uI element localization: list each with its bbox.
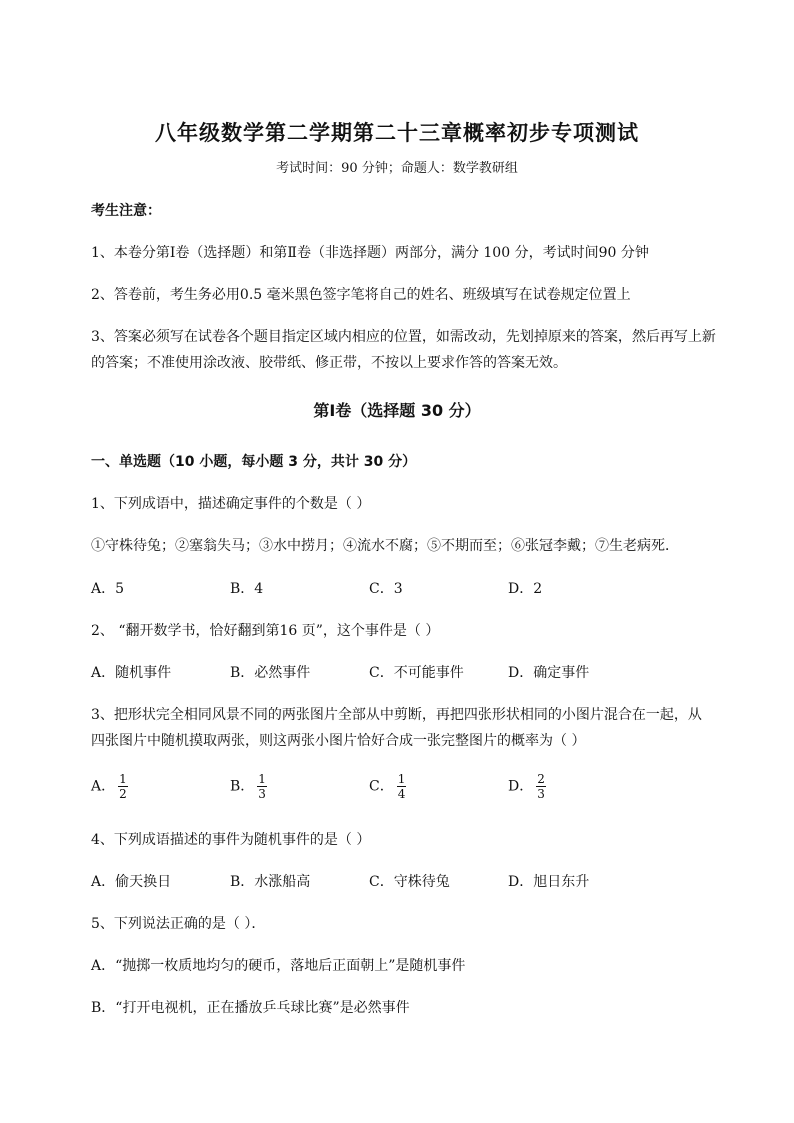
question-4-option-a: A．偷天换日: [91, 874, 172, 890]
numerator: 1: [397, 772, 406, 786]
question-3-option-d: [508, 772, 546, 801]
notice-item-3: 3、答案必须写在试卷各个题目指定区域内相应的位置，如需改动，先划掉原来的答案，然后再写上新: [91, 329, 716, 345]
notice-heading: 考生注意：: [91, 203, 161, 219]
question-1-stem: 1、下列成语中，描述确定事件的个数是（ ）: [91, 496, 371, 512]
question-4-option-b: B．水涨船高: [230, 874, 311, 890]
question-3-stem-cont: 四张图片中随机摸取两张，则这两张小图片恰好合成一张完整图片的概率为（ ）: [91, 733, 586, 749]
question-2-stem: 2、 “翻开数学书，恰好翻到第16 页”，这个事件是（ ）: [91, 623, 440, 639]
page-title: 八年级数学第二学期第二十三章概率初步专项测试: [155, 121, 639, 145]
section-heading: 一、单选题（10 小题，每小题 3 分，共计 30 分）: [91, 454, 417, 470]
numerator: 1: [119, 772, 127, 786]
question-3-option-a: [91, 772, 128, 801]
option-label: A．: [91, 778, 116, 795]
option-label: B．: [230, 778, 255, 795]
question-2-option-c: C．不可能事件: [369, 665, 464, 681]
question-5-stem: 5、下列说法正确的是（ ）．: [91, 916, 266, 932]
fraction: [118, 772, 128, 801]
question-3-option-c: [369, 772, 406, 801]
question-5-option-b: B．“打开电视机，正在播放乒乓球比赛”是必然事件: [91, 1000, 410, 1016]
notice-item-2: 2、答卷前，考生务必用0.5 毫米黑色签字笔将自己的姓名、班级填写在试卷规定位置上: [91, 287, 631, 303]
question-2-option-b: B．必然事件: [230, 665, 311, 681]
question-3-stem: 3、把形状完全相同风景不同的两张图片全部从中剪断，再把四张形状相同的小图片混合在一起，从: [91, 707, 702, 723]
question-3-option-b: [230, 772, 267, 801]
option-label: D．: [508, 778, 534, 795]
question-4-stem: 4、下列成语描述的事件为随机事件的是（ ）: [91, 832, 371, 848]
numerator: 1: [258, 772, 266, 786]
question-4-option-d: D．旭日东升: [508, 874, 590, 890]
denominator: 2: [119, 787, 127, 801]
numerator: 2: [537, 772, 545, 786]
fraction: [257, 772, 267, 801]
exam-info: 考试时间：90 分钟；命题人：数学教研组: [276, 161, 518, 176]
question-1-option-a: A．5: [91, 581, 125, 597]
question-1-option-c: C．3: [369, 581, 403, 597]
question-4-option-c: C．守株待兔: [369, 874, 450, 890]
notice-item-3-cont: 的答案；不准使用涂改液、胶带纸、修正带，不按以上要求作答的答案无效。: [91, 355, 567, 371]
denominator: 3: [537, 787, 545, 801]
question-1-option-b: B．4: [230, 581, 264, 597]
question-5-option-a: A．“抛掷一枚质地均匀的硬币，落地后正面朝上”是随机事件: [91, 958, 466, 974]
part1-title: 第Ⅰ卷（选择题 30 分）: [313, 401, 481, 420]
question-2-option-d: D．确定事件: [508, 665, 590, 681]
option-label: C．: [369, 778, 394, 795]
notice-item-1: 1、本卷分第Ⅰ卷（选择题）和第Ⅱ卷（非选择题）两部分，满分 100 分，考试时间90 分钟: [91, 245, 649, 261]
question-1-detail: ①守株待兔；②塞翁失马；③水中捞月；④流水不腐；⑤不期而至；⑥张冠李戴；⑦生老病死．: [91, 538, 679, 554]
fraction: [536, 772, 546, 801]
fraction: [397, 772, 407, 801]
denominator: 3: [258, 787, 266, 801]
question-2-option-a: A．随机事件: [91, 665, 172, 681]
question-1-option-d: D．2: [508, 581, 543, 597]
denominator: 4: [397, 787, 406, 801]
